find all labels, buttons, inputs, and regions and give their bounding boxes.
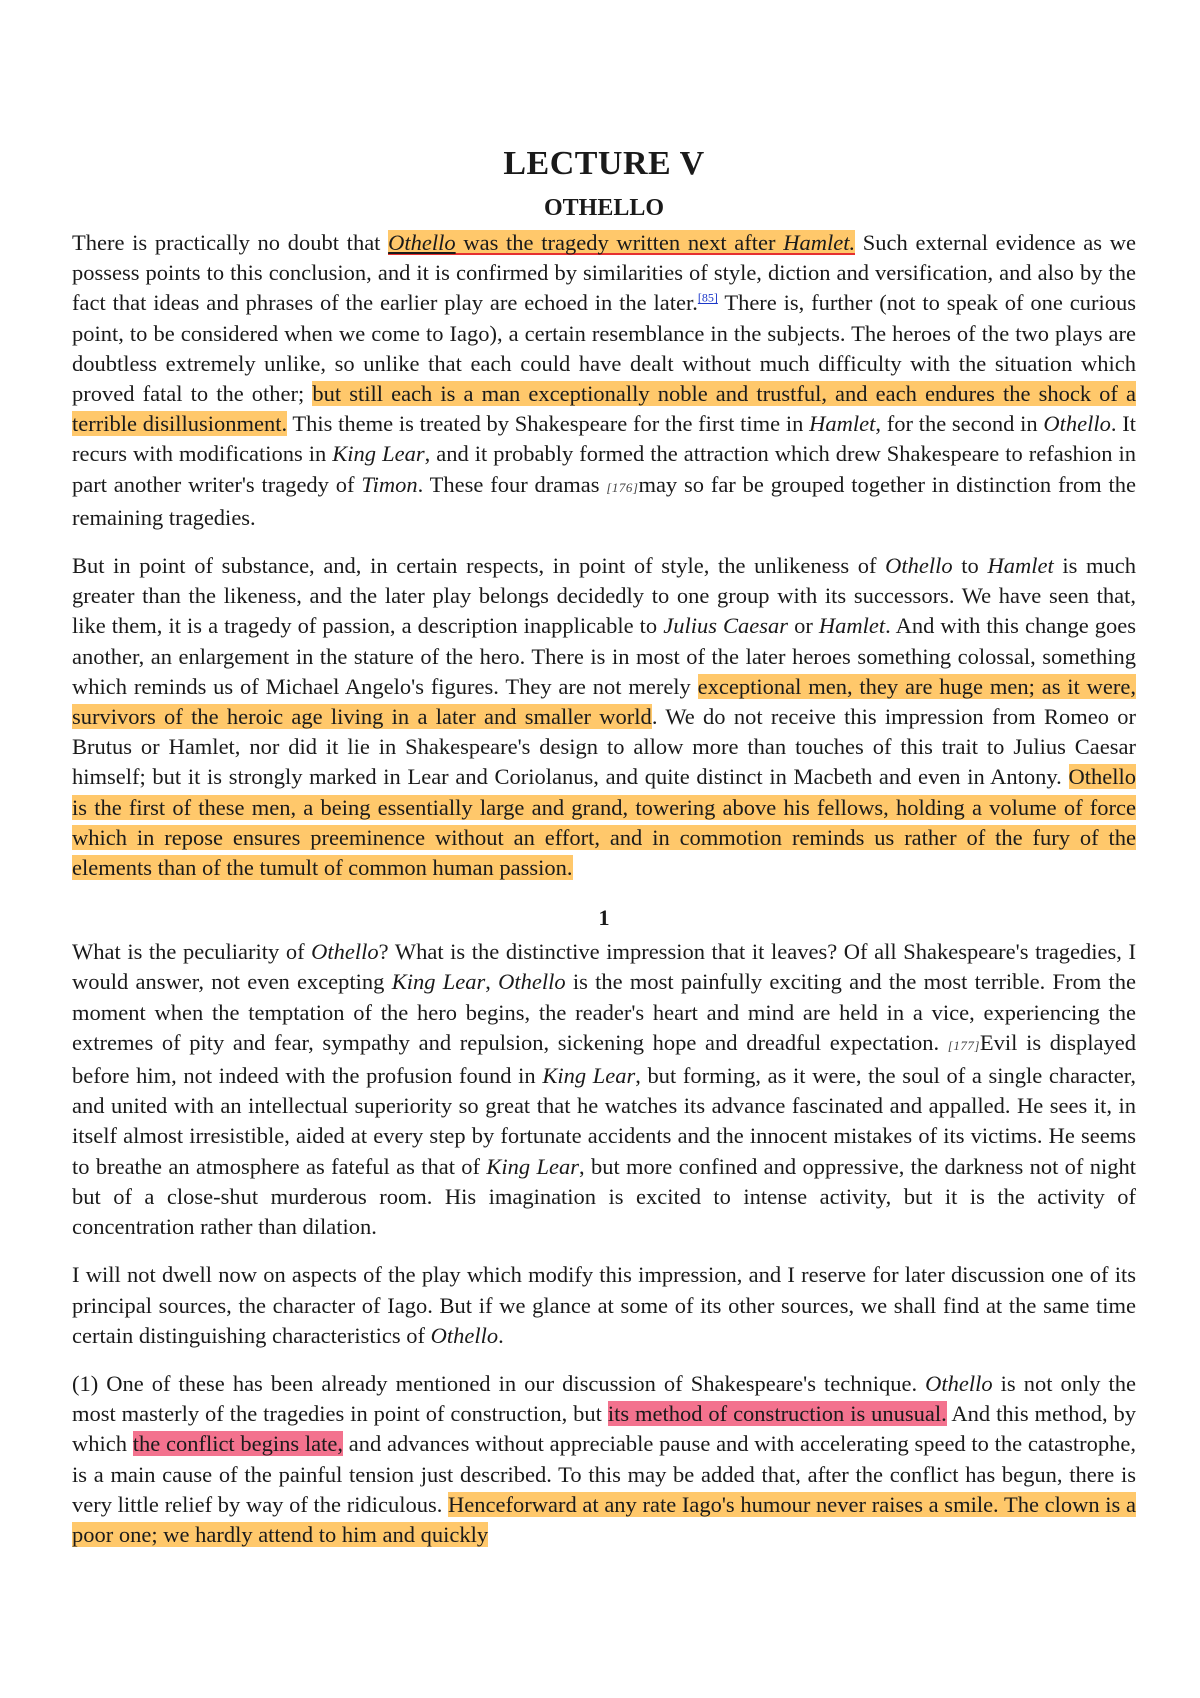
highlight-othello-first[interactable]: Othello is the first of these men, a being essentially large and grand, towering above his fellows, holding a volume of force which in repose ensures preeminence without an effort, and in commotion reminds us rather of the fury of the elements than of the tumult of common human passion. <box>72 764 1136 881</box>
paragraph-4: I will not dwell now on aspects of the play which modify this impression, and I reserve for later discussion one of its principal sources, the character of Iago. But if we glance at some of its other sources, we shall find at the same time certain distinguishing characteristics of Othello. <box>72 1262 1136 1348</box>
lecture-title: LECTURE V <box>503 145 705 182</box>
paragraph-2: But in point of substance, and, in certain respects, in point of style, the unlikeness of Othello to Hamlet is much greater than the likeness, and the later play belongs decidedly to one group with its successors. We have seen that, like them, it is a tragedy of passion, a description inapplicable to Julius Caesar or Hamlet. And with this change goes another, an enlargement in the stature of the hero. There is in most of the later heroes something colossal, something which reminds us of Michael Angelo's figures. They are not merely exceptional men, they are huge men; as it were, survivors of the heroic age living in a later and smaller world. We do not receive this impression from Romeo or Brutus or Hamlet, nor did it lie in Shakespeare's design to allow more than touches of this trait to Julius Caesar himself; but it is strongly marked in Lear and Coriolanus, and quite distinct in Macbeth and even in Antony. Othello is the first of these men, a being essentially large and grand, towering above his fellows, holding a volume of force which in repose ensures preeminence without an effort, and in commotion reminds us rather of the fury of the elements than of the tumult of common human passion. <box>72 553 1137 881</box>
highlight-othello-after-hamlet[interactable]: Othello was the tragedy written next after Hamlet. <box>388 230 856 255</box>
paragraph-1: There is practically no doubt that Othello was the tragedy written next after Hamlet. Such external evidence as we possess points to this conclusion, and it is confirmed by similarities of style, diction and versification, and also by the fact that ideas and phrases of the earlier play are echoed in the later.[85] There is, further (not to speak of one curious point, to be considered when we come to Iago), a certain resemblance in the subjects. The heroes of the two plays are doubtless extremely unlike, so unlike that each could have dealt without much difficulty with the situation which proved fatal to the other; but still each is a man exceptionally noble and trustful, and each endures the shock of a terrible disillusionment. This theme is treated by Shakespeare for the first time in Hamlet, for the second in Othello. It recurs with modifications in King Lear, and it probably formed the attraction which drew Shakespeare to refashion in part another writer's tragedy of Timon. These four dramas [176]may so far be grouped together in distinction from the remaining tragedies. <box>72 230 1137 530</box>
section-heading-1: 1 <box>598 905 610 931</box>
highlight-method-unusual[interactable]: its method of construction is unusual. <box>607 1401 947 1427</box>
document-page <box>72 140 1136 1568</box>
page-marker: [177] <box>947 1037 980 1053</box>
paragraph-5: (1) One of these has been already mentioned in our discussion of Shakespeare's technique. Othello is not only the most masterly of the tragedies in point of construction, but its method of construction is unusual. And this method, by which the conflict begins late, and advances without appreciable pause and with accelerating speed to the catastrophe, is a main cause of the painful tension just described. To this may be added that, after the conflict has begun, there is very little relief by way of the ridiculous. Henceforward at any rate Iago's humour never raises a smile. The clown is a poor one; we hardly attend to him and quickly <box>72 1370 1137 1547</box>
highlight-huge-men[interactable]: exceptional men, they are huge men; as it were, survivors of the heroic age living in a later and smaller world <box>72 673 1136 730</box>
footnote-link[interactable]: [85] <box>697 290 718 305</box>
highlight-iago-humour[interactable]: Henceforward at any rate Iago's humour never raises a smile. The clown is a poor one; we hardly attend to him and quickly <box>72 1491 1136 1547</box>
highlight-conflict-late[interactable]: the conflict begins late, <box>132 1431 344 1457</box>
page-marker: [176] <box>606 479 639 495</box>
lecture-subtitle: OTHELLO <box>543 195 665 221</box>
paragraph-3: What is the peculiarity of Othello? What is the distinctive impression that it leaves? Of all Shakespeare's tragedies, I would answer, not even excepting King Lear, Othello is the most painfully exciting and the most terrible. From the moment when the temptation of the hero begins, the reader's heart and mind are held in a vice, experiencing the extremes of pity and fear, sympathy and repulsion, sickening hope and dreadful expectation. [177]Evil is displayed before him, not indeed with the profusion found in King Lear, but forming, as it were, the soul of a single character, and united with an intellectual superiority so great that he watches its advance fascinated and appalled. He sees it, in itself almost irresistible, aided at every step by fortunate accidents and the innocent mistakes of its victims. He seems to breathe an atmosphere as fateful as that of King Lear, but more confined and oppressive, the darkness not of night but of a close-shut murderous room. His imagination is excited to intense activity, but it is the activity of concentration rather than dilation. <box>72 939 1137 1240</box>
highlight-noble-trustful[interactable]: but still each is a man exceptionally noble and trustful, and each endures the shock of a terrible disillusionment. <box>72 381 1136 437</box>
